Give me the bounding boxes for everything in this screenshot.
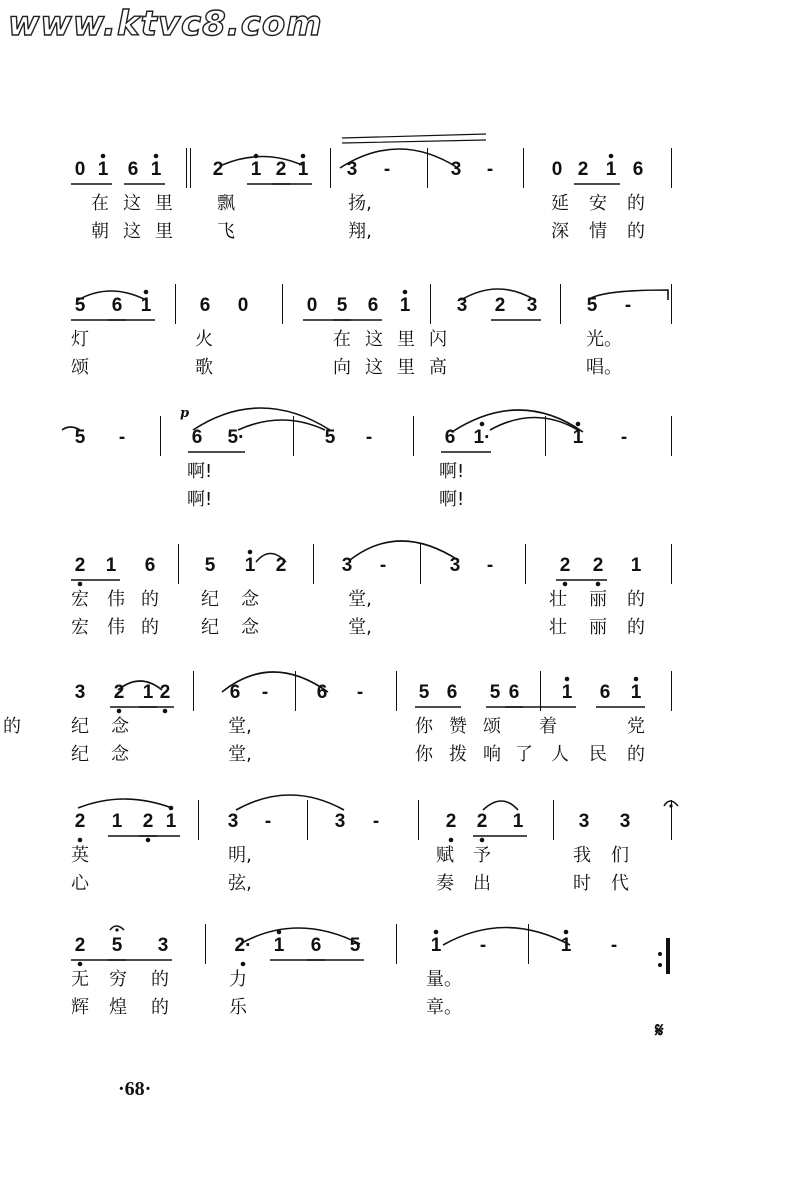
lyric-syllable: 拨: [449, 744, 467, 765]
lyric-syllable: 你: [415, 716, 433, 737]
note: 1: [244, 555, 256, 576]
lyric-syllable: 念: [111, 744, 129, 765]
octave-dot-above: [480, 422, 484, 426]
note: 0: [237, 295, 249, 316]
lyric-syllable: 丽: [589, 589, 607, 610]
crescendo-lines: [342, 134, 486, 143]
lyric-syllable: 堂,: [228, 716, 252, 737]
note: -: [486, 555, 494, 576]
note: 2: [113, 682, 125, 703]
lyric-syllable: 辉: [71, 997, 89, 1018]
note: 5: [324, 427, 336, 448]
lyric-syllable: 章。: [426, 997, 462, 1018]
final-barline: [666, 938, 670, 974]
note: 3: [157, 935, 169, 956]
note: -: [379, 555, 387, 576]
octave-dot-above: [634, 677, 638, 681]
octave-dot-above: [434, 930, 438, 934]
lyric-syllable: 里: [155, 193, 173, 214]
octave-dot-above: [277, 930, 281, 934]
note: 1: [142, 682, 154, 703]
lyric-syllable: 的: [141, 589, 159, 610]
note: 6: [367, 295, 379, 316]
segno-icon: 𝄋: [655, 1018, 664, 1042]
note: 1: [572, 427, 584, 448]
note: 3: [456, 295, 468, 316]
note: 1: [512, 811, 524, 832]
lyric-syllable: 念: [241, 589, 259, 610]
lyric-syllable: 了: [515, 744, 533, 765]
note: 3: [449, 555, 461, 576]
lyric-syllable: 响: [483, 744, 501, 765]
octave-dot-above: [169, 806, 173, 810]
note: -: [383, 159, 391, 180]
note: 5: [349, 935, 361, 956]
octave-dot-below: [563, 582, 567, 586]
note: 1: [273, 935, 285, 956]
repeat-dots: [658, 952, 662, 967]
lyric-syllable: 赞: [449, 716, 467, 737]
slur: [78, 291, 146, 300]
note: 6: [599, 682, 611, 703]
octave-dot-below: [163, 709, 167, 713]
lyric-syllable: 你: [415, 744, 433, 765]
slur: [340, 149, 458, 168]
lyric-syllable: 情: [589, 221, 607, 242]
note: 6: [632, 159, 644, 180]
octave-dot-below: [480, 838, 484, 842]
note: 3: [227, 811, 239, 832]
lyric-syllable: 丽: [589, 617, 607, 638]
note: 1: [430, 935, 442, 956]
note: 1: [111, 811, 123, 832]
octave-dot-above: [101, 154, 105, 158]
octave-dot-below: [117, 709, 121, 713]
lyric-syllable: 啊!: [439, 489, 465, 510]
lyric-syllable: 的: [627, 221, 645, 242]
note: 2: [275, 159, 287, 180]
lyric-syllable: 的: [627, 744, 645, 765]
note-marks: [71, 154, 645, 966]
note: 2: [476, 811, 488, 832]
lyric-syllable: 里: [397, 357, 415, 378]
lyric-syllable: 深: [551, 221, 569, 242]
slur: [443, 928, 570, 946]
note: 5: [586, 295, 598, 316]
slur: [193, 408, 330, 430]
note: 2: [577, 159, 589, 180]
note: 2: [494, 295, 506, 316]
note: -: [356, 682, 364, 703]
lyric-syllable: 奏: [436, 873, 454, 894]
note: 1: [140, 295, 152, 316]
note: 6: [229, 682, 241, 703]
note: 6: [316, 682, 328, 703]
octave-dot-above: [154, 154, 158, 158]
lyric-syllable: 力: [229, 969, 247, 990]
lyric-syllable: 代: [611, 873, 629, 894]
octave-dot-above: [609, 154, 613, 158]
note: -: [264, 811, 272, 832]
watermark-logo: www.ktvc8.com: [8, 4, 323, 44]
note: 1: [560, 935, 572, 956]
note: 1: [630, 682, 642, 703]
lyric-syllable: 歌: [195, 357, 213, 378]
slur: [236, 795, 344, 810]
lyric-syllable: 伟: [107, 617, 125, 638]
lyric-syllable: 纪: [71, 744, 89, 765]
note: 2: [74, 555, 86, 576]
octave-dot-below: [241, 962, 245, 966]
octave-dot-above: [248, 550, 252, 554]
slur: [118, 681, 162, 690]
note: 6: [444, 427, 456, 448]
lyric-syllable: 在: [91, 193, 109, 214]
octave-dot-above: [565, 677, 569, 681]
note: 6: [446, 682, 458, 703]
note: 2: [559, 555, 571, 576]
note: 1: [165, 811, 177, 832]
lyric-syllable: 赋: [436, 845, 454, 866]
note: 5: [204, 555, 216, 576]
lyric-syllable: 这: [365, 357, 383, 378]
octave-dot-above: [403, 290, 407, 294]
tie: [62, 427, 80, 430]
lyric-syllable: 光。: [586, 329, 622, 350]
lyric-syllable: 宏: [71, 617, 89, 638]
note: 5: [418, 682, 430, 703]
lyric-syllable: 飞: [217, 221, 235, 242]
lyric-syllable: 翔,: [348, 221, 372, 242]
note: 2: [74, 935, 86, 956]
octave-dot-above: [576, 422, 580, 426]
note: 1: [105, 555, 117, 576]
octave-dot-above: [564, 930, 568, 934]
note: 2: [142, 811, 154, 832]
note: -: [624, 295, 632, 316]
lyric-syllable: 我: [573, 845, 591, 866]
fermatas: [110, 801, 678, 930]
dynamic-marking: p: [180, 406, 190, 421]
note: 2: [212, 159, 224, 180]
note: -: [620, 427, 628, 448]
slur: [461, 289, 535, 300]
note: 2: [275, 555, 287, 576]
lyric-syllable: 安: [589, 193, 607, 214]
note: 0: [74, 159, 86, 180]
lyric-syllable: 量。: [426, 969, 462, 990]
lyric-syllable: 宏: [71, 589, 89, 610]
note: 1: [97, 159, 109, 180]
lyric-syllable: 在: [333, 329, 351, 350]
lyric-syllable: 这: [123, 193, 141, 214]
note: 0: [551, 159, 563, 180]
note: 1: [605, 159, 617, 180]
lyric-syllable: 堂,: [228, 744, 252, 765]
slur: [240, 928, 360, 944]
note: 3: [578, 811, 590, 832]
lyric-syllable: 的: [151, 997, 169, 1018]
note: 2: [445, 811, 457, 832]
lyric-syllable: 无: [71, 969, 89, 990]
slur: [222, 157, 302, 166]
slurs: [62, 134, 668, 945]
tie: [588, 290, 668, 300]
note: 1: [150, 159, 162, 180]
note: 3: [450, 159, 462, 180]
lyric-syllable: 这: [365, 329, 383, 350]
octave-dot-below: [78, 838, 82, 842]
fermata-dots: [115, 804, 672, 931]
lyric-syllable: 伟: [107, 589, 125, 610]
lyric-syllable: 这: [123, 221, 141, 242]
lyric-syllable: 纪: [201, 589, 219, 610]
lyric-syllable: 啊!: [187, 489, 213, 510]
lyric-syllable: 朝: [91, 221, 109, 242]
note: 6: [199, 295, 211, 316]
lyric-syllable: 里: [397, 329, 415, 350]
note: 1: [630, 555, 642, 576]
note: 2: [74, 811, 86, 832]
lyric-syllable: 弦,: [228, 873, 252, 894]
note: -: [372, 811, 380, 832]
lyric-syllable: 火: [195, 329, 213, 350]
note: 5·: [227, 427, 245, 448]
lyric-syllable: 纪: [71, 716, 89, 737]
lyric-syllable: 扬,: [348, 193, 372, 214]
lyric-syllable: 时: [573, 873, 591, 894]
lyric-syllable: 们: [611, 845, 629, 866]
note: 1: [297, 159, 309, 180]
note: 1: [399, 295, 411, 316]
note: 5: [489, 682, 501, 703]
lyric-syllable: 予: [473, 845, 491, 866]
slur: [222, 672, 328, 692]
lyric-syllable: 明,: [228, 845, 252, 866]
lyric-syllable: 高: [429, 357, 447, 378]
note: 3: [346, 159, 358, 180]
note: 3: [74, 682, 86, 703]
lyric-syllable: 堂,: [348, 589, 372, 610]
lyric-syllable: 的: [627, 193, 645, 214]
lyric-syllable: 乐: [229, 997, 247, 1018]
page-number: ·68·: [118, 1078, 152, 1100]
lyric-syllable: 向: [333, 357, 351, 378]
slur: [452, 410, 583, 432]
note: 2: [592, 555, 604, 576]
lyric-syllable: 的: [627, 617, 645, 638]
lyric-syllable: 壮: [549, 589, 567, 610]
note: 6: [191, 427, 203, 448]
note: 1: [561, 682, 573, 703]
octave-dot-below: [78, 962, 82, 966]
note: 2·: [234, 935, 252, 956]
lyric-syllable: 出: [473, 873, 491, 894]
note: 5: [111, 935, 123, 956]
note: 2: [159, 682, 171, 703]
octave-dot-below: [78, 582, 82, 586]
lyric-syllable: 的: [141, 617, 159, 638]
note: 5: [74, 427, 86, 448]
lyric-syllable: 里: [155, 221, 173, 242]
note: 5: [74, 295, 86, 316]
lyric-syllable: 穷: [109, 969, 127, 990]
lyric-syllable: 的: [3, 716, 21, 737]
octave-dot-below: [449, 838, 453, 842]
lyric-syllable: 闪: [429, 329, 447, 350]
slur: [256, 554, 286, 563]
note: 6: [144, 555, 156, 576]
note: -: [261, 682, 269, 703]
lyric-syllable: 的: [151, 969, 169, 990]
lyric-syllable: 啊!: [439, 461, 465, 482]
note: -: [365, 427, 373, 448]
lyric-syllable: 煌: [109, 997, 127, 1018]
lyric-syllable: 党: [627, 716, 645, 737]
lyric-syllable: 延: [551, 193, 569, 214]
slur: [78, 799, 172, 808]
slur: [238, 420, 325, 430]
lyric-syllable: 飘: [217, 193, 235, 214]
note: 3: [341, 555, 353, 576]
octave-dot-below: [596, 582, 600, 586]
note: 6: [508, 682, 520, 703]
note: 1·: [473, 427, 491, 448]
lyric-syllable: 颂: [483, 716, 501, 737]
note: 1: [250, 159, 262, 180]
note: 6: [310, 935, 322, 956]
lyric-syllable: 民: [589, 744, 607, 765]
lyric-syllable: 念: [241, 617, 259, 638]
lyric-syllable: 啊!: [187, 461, 213, 482]
slur: [490, 418, 578, 431]
note: 5: [336, 295, 348, 316]
lyric-syllable: 颂: [71, 357, 89, 378]
lyric-syllable: 着: [539, 716, 557, 737]
note: -: [118, 427, 126, 448]
note: 3: [334, 811, 346, 832]
note: 6: [111, 295, 123, 316]
slur: [483, 801, 518, 810]
lyric-syllable: 心: [71, 873, 89, 894]
lyric-syllable: 堂,: [348, 617, 372, 638]
lyric-syllable: 壮: [549, 617, 567, 638]
octave-dot-above: [254, 154, 258, 158]
lyric-syllable: 唱。: [586, 357, 622, 378]
octave-dot-below: [146, 838, 150, 842]
lyric-syllable: 的: [627, 589, 645, 610]
note: -: [610, 935, 618, 956]
note: 3: [526, 295, 538, 316]
octave-dot-above: [144, 290, 148, 294]
lyric-syllable: 英: [71, 845, 89, 866]
slur: [350, 541, 458, 560]
lyric-syllable: 灯: [71, 329, 89, 350]
note: -: [479, 935, 487, 956]
note: 6: [127, 159, 139, 180]
note: 0: [306, 295, 318, 316]
lyric-syllable: 纪: [201, 617, 219, 638]
lyric-syllable: 人: [551, 744, 569, 765]
lyric-syllable: 念: [111, 716, 129, 737]
note: -: [486, 159, 494, 180]
note: 3: [619, 811, 631, 832]
octave-dot-above: [301, 154, 305, 158]
